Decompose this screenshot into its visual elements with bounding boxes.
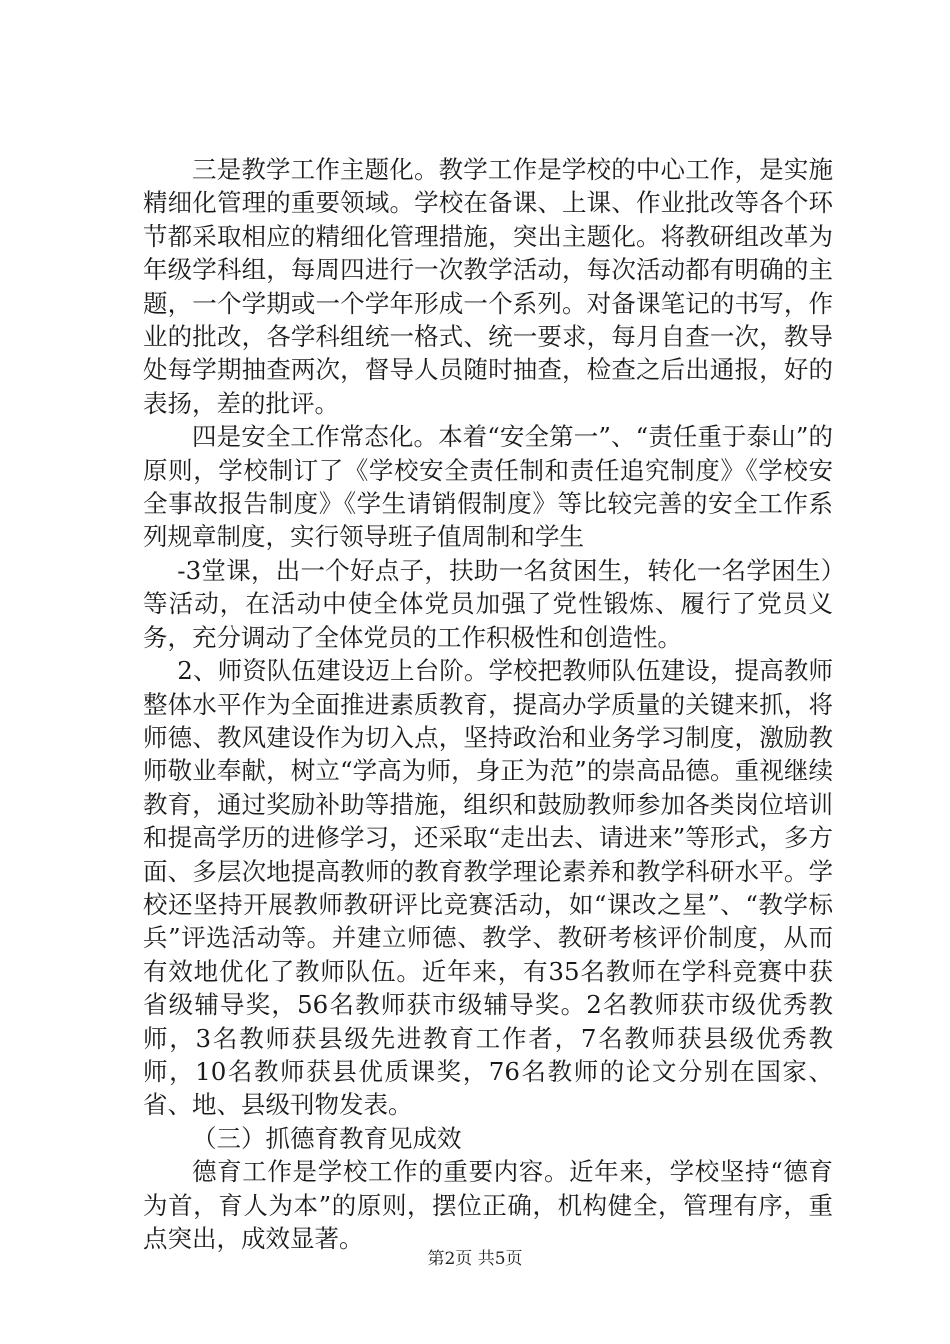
paragraph-party-activities: -3堂课，出一个好点子，扶助一名贫困生，转化一名学困生）等活动，在活动中使全体党员加强了党性锻炼、履行了党员义务，充分调动了全体党员的工作积极性和创造性。 (143, 555, 833, 652)
page-footer: 第2页 共5页 (427, 1249, 523, 1269)
paragraph-teaching-theme: 三是教学工作主题化。教学工作是学校的中心工作，是实施精细化管理的重要领域。学校在备课、上课、作业批改等各个环节都采取相应的精细化管理措施，突出主题化。将教研组改革为年级学科组，每周四进行一次教学活动，每次活动都有明确的主题，一个学期或一个学年形成一个系列。对备课笔记的书写，作业的批改，各学科组统一格式、统一要求，每月自查一次，教导处每学期抽查两次，督导人员随时抽查，检查之后出通报，好的表扬，差的批评。 (143, 155, 833, 418)
section-heading-moral-education: （三）抓德育教育见成效 (192, 1123, 462, 1153)
paragraph-safety-routine: 四是安全工作常态化。本着“安全第一”、“责任重于泰山”的原则，学校制订了《学校安全责任制和责任追究制度》《学校安全事故报告制度》《学生请销假制度》等比较完善的安全工作系列规章制度，实行领导班子值周制和学生 (143, 422, 833, 552)
paragraph-teacher-team: 2、师资队伍建设迈上台阶。学校把教师队伍建设，提高教师整体水平作为全面推进素质教育，提高办学质量的关键来抓，将师德、教风建设作为切入点，坚持政治和业务学习制度，激励教师敬业奉献，树立“学高为师，身正为范”的崇高品德。重视继续教育，通过奖励补助等措施，组织和鼓励教师参加各类岗位培训和提高学历的进修学习，还采取“走出去、请进来”等形式，多方面、多层次地提高教师的教育教学理论素养和教学科研水平。学校还坚持开展教师教研评比竞赛活动，如“课改之星”、“教学标兵”评选活动等。并建立师德、教学、教研考核评价制度，从而有效地优化了教师队伍。近年来，有35名教师在学科竞赛中获省级辅导奖，56名教师获市级辅导奖。2名教师获市级优秀教师，3名教师获县级先进教育工作者，7名教师获县级优秀教师，10名教师获县优质课奖，76名教师的论文分别在国家、省、地、县级刊物发表。 (143, 656, 833, 1120)
document-body (143, 153, 833, 1255)
paragraph-moral-education: 德育工作是学校工作的重要内容。近年来，学校坚持“德育为首，育人为本”的原则，摆位正确，机构健全，管理有序，重点突出，成效显著。 (143, 1157, 833, 1253)
